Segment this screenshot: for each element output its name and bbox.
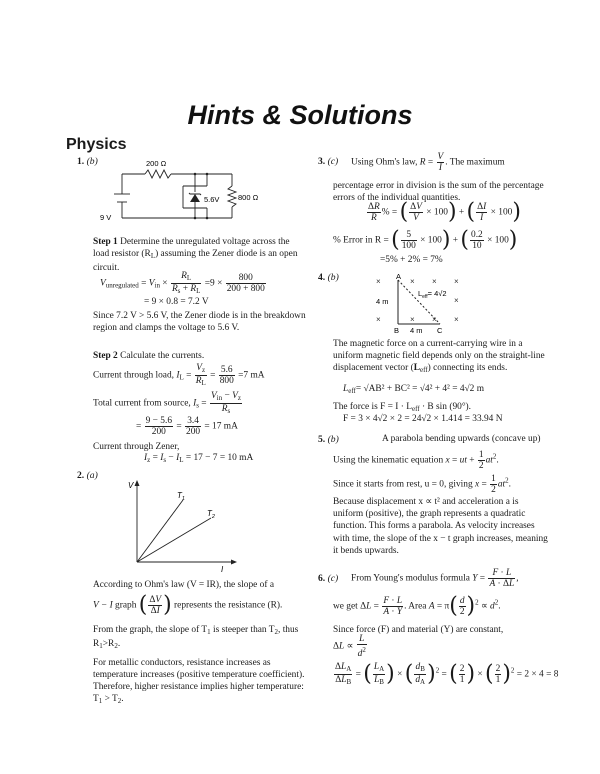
circuit-label-r1: 200 Ω	[146, 159, 167, 168]
svg-text:×: ×	[454, 296, 459, 305]
question-number: 6. (c)	[318, 573, 339, 584]
q3-error-calc: % Error in R = ( $\frac{5}{100}$ × 100) + ( $\frac{0.2}{10}$ × 100)	[333, 227, 518, 253]
svg-text:×: ×	[410, 315, 415, 324]
q1-vunreg-result: = 9 × 0.8 = 7.2 V	[144, 297, 209, 307]
q1-source-current: Total current from source, $I_s$ = $\frac{V_{in} - V_z}{R_s}$	[93, 391, 241, 415]
q1-step2: Step 2 Calculate the currents.	[93, 351, 205, 361]
svg-text:×: ×	[376, 277, 381, 286]
circuit-label-source: 9 V	[100, 213, 112, 222]
svg-text:×: ×	[410, 277, 415, 286]
question-number: 4. (b)	[318, 272, 339, 283]
q4-explanation: The magnetic force on a current-carrying wire in a uniform magnetic field depends only on the straight-line displacement vector $(L_{eff})$ connecting its ends.	[333, 339, 545, 375]
q4-force-calc: F = 3 × 4√2 × 2 = 24√2 × 1.414 = 33.94 N	[343, 414, 503, 424]
q1-step1: Step 1 Determine the unregulated voltage across the load resistor $(R_L)$ assuming the Zener diode is an open circuit.	[93, 237, 298, 274]
svg-text:×: ×	[454, 315, 459, 324]
q5-rest-equation: Since it starts from rest, u = 0, giving x = $\frac{1}{2}$ $at^2$.	[333, 474, 511, 495]
graph-y-label: V	[128, 481, 134, 490]
magnetic-field-figure	[370, 272, 470, 334]
q4-force-formula: The force is $F = I \cdot L_{eff} \cdot B$ sin (90°).	[333, 402, 472, 413]
q4-leff-equation: $L_{eff}= √AB^2 + BC^2 = √4^2 + 4^2 = 4√2$ m	[343, 384, 484, 395]
q6-proportionality: ΔL ∝ $\frac{L}{d^2}$	[333, 634, 366, 659]
q1-zener-current-label: Current through Zener,	[93, 442, 180, 452]
graph-x-label: I	[221, 565, 224, 574]
q3-result: =5% + 2% = 7%	[380, 255, 443, 265]
question-number: 1. (b)	[77, 156, 98, 167]
q6-ratio: $\frac{\Delta L_A}{\Delta L_B}$ = ( $\frac{L_A}{L_B}$ ) × ( $\frac{d_B}{d_A}$ )$^2$ = ( $\frac{2}{1}$ ) × ( $\frac{2}{1}$ )$^2$ = 2 × 4 = 8	[335, 661, 559, 687]
label-leff: $L_{eff}= 4√2$	[418, 289, 447, 300]
q6-youngs-formula: From Young's modulus formula Y = $\frac{F \cdot L}{A \cdot \Delta L}$ ,	[351, 568, 519, 589]
svg-text:×: ×	[432, 315, 437, 324]
q6-delta-l: we get ΔL = $\frac{F \cdot L}{A \cdot Y}$ . Area A = π( $\frac{d}{2}$ )$^2 \propto d^2$.	[333, 593, 501, 619]
label-bc: 4 m	[410, 326, 423, 334]
question-number: 2. (a)	[77, 470, 98, 481]
point-b: B	[394, 326, 400, 334]
zener-circuit-diagram	[100, 158, 280, 228]
q1-load-current: Current through load, $I_L$ = $\frac{V_z}{R_L}$ = $\frac{5.6}{800}$ =7 mA	[93, 363, 265, 387]
point-a: A	[396, 272, 402, 281]
question-number: 5. (b)	[318, 434, 339, 445]
graph-line-t1: $T_1$	[177, 491, 185, 502]
q5-heading: A parabola bending upwards (concave up)	[382, 434, 541, 444]
q1-zener-current-eq: $I_z = I_s - I_L = 17 - 7 = 10$ mA	[144, 453, 254, 464]
q5-explanation: Because displacement x ∝ t² and acceleration a is uniform (positive), the graph represents a quadratic function. This forms a parabola. As velocity increases with time, the slope of the x − t graph increases, meaning it bends upwards.	[333, 497, 548, 556]
point-c: C	[437, 326, 443, 334]
q3-text: percentage error in division is the sum of the percentage errors of the individual quantities.	[333, 181, 544, 204]
question-number: 3. (c)	[318, 156, 339, 167]
label-ab: 4 m	[376, 297, 389, 306]
v-i-graph	[125, 476, 245, 576]
svg-text:×: ×	[432, 277, 437, 286]
q3-error-formula: $\frac{\Delta R}{R}$ % = ( $\frac{\Delta V}{V}$ × 100) + ( $\frac{\Delta I}{I}$ × 100)	[368, 199, 521, 225]
circuit-label-zener: 5.6V	[204, 195, 220, 204]
q6-const: Since force (F) and material (Y) are constant,	[333, 625, 504, 635]
svg-text:×: ×	[454, 277, 459, 286]
page-title: Hints & Solutions	[187, 100, 413, 130]
q3-intro: Using Ohm's law, R = $\frac{V}{I}$ . The maximum	[351, 152, 505, 173]
q2-explanation: According to Ohm's law (V = IR), the slope of a V − I graph ( $\frac{\Delta V}{\Delta I}$ ) represents the resistance (R). From the graph, the slope of $T_1$ is steeper than $T_2$, thus $R_1>R_2$. For metallic conductors, resistance increases as temperature increases (positive temperature coefficient). Therefore, higher resistance implies higher temperature: $T_1 > T_2$.	[93, 580, 305, 706]
q1-since-text: Since 7.2 V > 5.6 V, the Zener diode is in the breakdown region and clamps the voltage to 5.6 V.	[93, 311, 306, 334]
q1-source-calc: = $\frac{9 - 5.6}{200}$ = $\frac{3.4}{200}$ = 17 mA	[136, 416, 238, 437]
svg-text:×: ×	[376, 315, 381, 324]
circuit-label-r2: 800 Ω	[238, 193, 259, 202]
graph-line-t2: $T_2$	[207, 509, 215, 520]
q1-vunreg-equation: $V_{unregulated} = V_{in}$ × $\frac{R_L}{R_s + R_L}$ =9 × $\frac{800}{200 + 800}$	[100, 271, 265, 295]
section-heading: Physics	[66, 136, 127, 153]
q5-equation: Using the kinematic equation x = ut + $\frac{1}{2}$ $at^2$.	[333, 450, 499, 471]
